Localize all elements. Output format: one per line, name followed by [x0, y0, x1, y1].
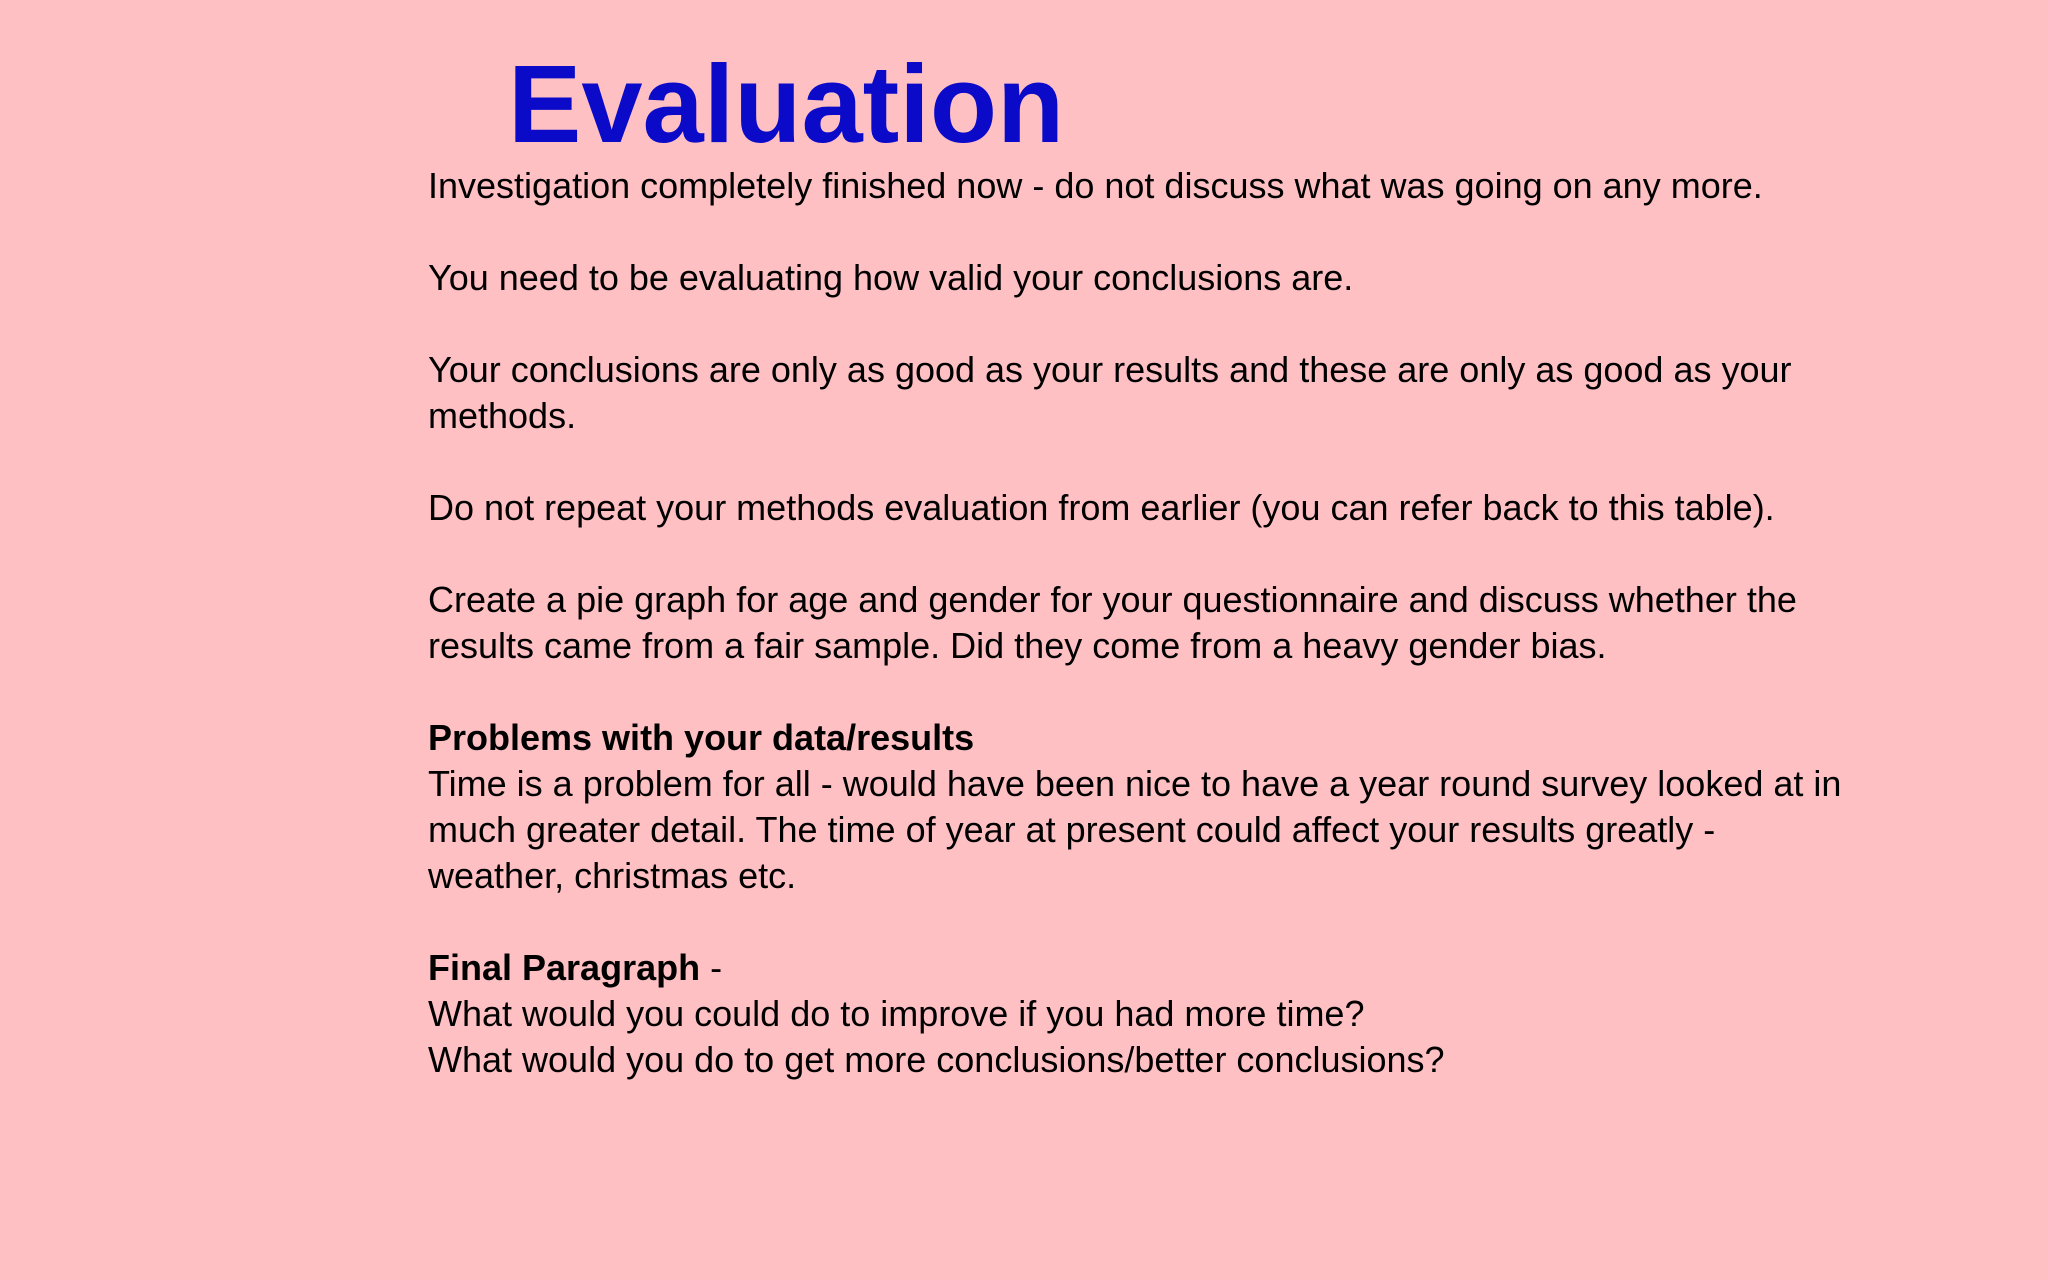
paragraph-evaluate-validity [428, 255, 1948, 301]
paragraph-problems [428, 715, 1948, 899]
paragraph-investigation-finished [428, 163, 1948, 209]
final-heading: Final Paragraph [428, 947, 701, 988]
paragraph-final [428, 945, 1948, 1083]
text-line: What would you do to get more conclusions/better conclusions? [428, 1039, 1445, 1080]
text-line: Investigation completely finished now - do not discuss what was going on any more. [428, 165, 1763, 206]
text-line: much greater detail. The time of year at present could affect your results greatly - [428, 809, 1716, 850]
slide-body [428, 163, 1948, 1083]
text-line: Time is a problem for all - would have been nice to have a year round survey looked at in [428, 763, 1842, 804]
text-line: What would you could do to improve if you had more time? [428, 993, 1365, 1034]
problems-heading: Problems with your data/results [428, 717, 975, 758]
text-line: weather, christmas etc. [428, 855, 797, 896]
final-heading-suffix: - [700, 947, 723, 988]
slide-title: Evaluation [508, 43, 1065, 166]
final-heading-line [428, 945, 1948, 991]
text-line: results came from a fair sample. Did they come from a heavy gender bias. [428, 625, 1607, 666]
paragraph-pie-graph [428, 577, 1948, 669]
text-line: You need to be evaluating how valid your conclusions are. [428, 257, 1354, 298]
paragraph-do-not-repeat [428, 485, 1948, 531]
text-line: Your conclusions are only as good as your results and these are only as good as your [428, 349, 1792, 390]
text-line: Do not repeat your methods evaluation from earlier (you can refer back to this table). [428, 487, 1775, 528]
text-line: methods. [428, 395, 577, 436]
text-line: Create a pie graph for age and gender for your questionnaire and discuss whether the [428, 579, 1797, 620]
paragraph-conclusions-quality [428, 347, 1948, 439]
